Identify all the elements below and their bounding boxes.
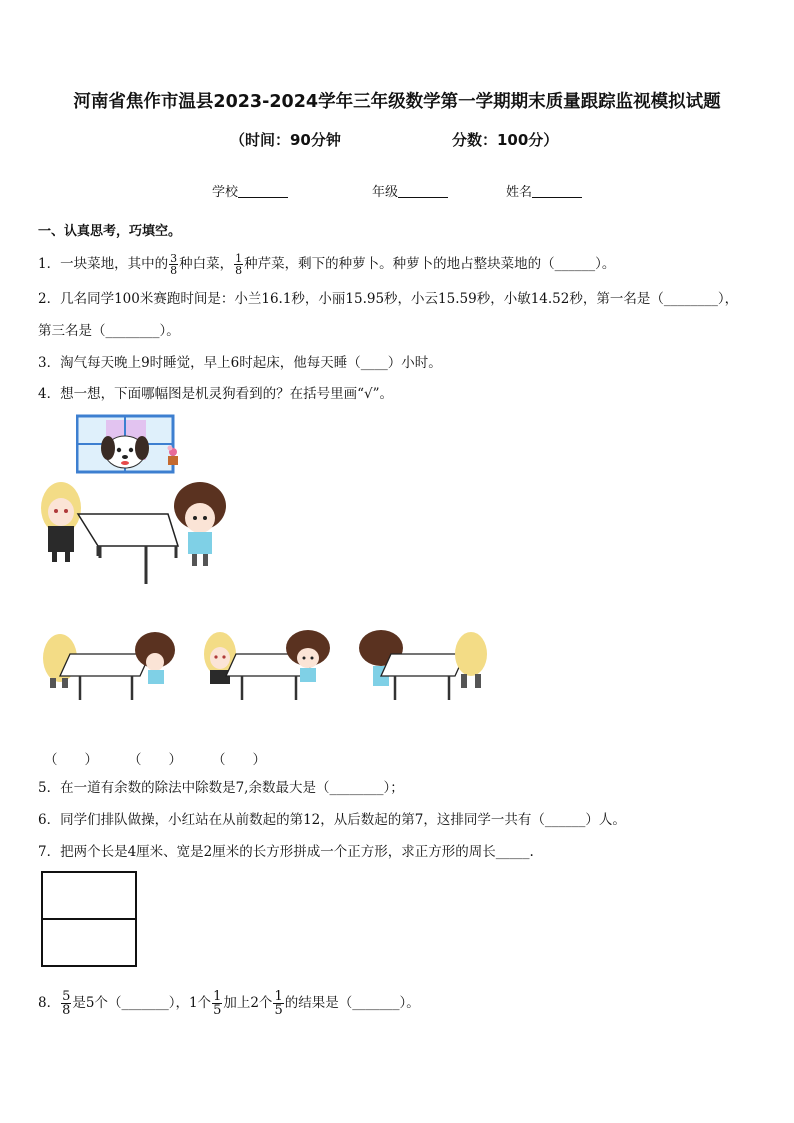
question-8 bbox=[38, 990, 420, 1017]
question-2-line-1: 2．几名同学100米赛跑时间是：小兰16.1秒，小丽15.95秒，小云15.59秒，小敏14.52秒，第一名是（________）， bbox=[38, 291, 739, 307]
question-7: 7．把两个长是4厘米、宽是2厘米的长方形拼成一个正方形，求正方形的周长_____. bbox=[38, 844, 534, 860]
exam-time: （时间：90分钟 bbox=[230, 131, 341, 149]
table-icon bbox=[60, 654, 150, 676]
name-label: 姓名 bbox=[506, 185, 533, 200]
q1-fraction-1: $\frac{3}{8}$ bbox=[170, 252, 178, 277]
option-c-answer[interactable]: （ ） bbox=[212, 752, 266, 768]
q1-text-pre: 1．一块菜地，其中的 bbox=[38, 256, 169, 272]
grade-blank[interactable] bbox=[398, 184, 448, 198]
q1-text-mid: 种白菜， bbox=[179, 256, 234, 272]
flowerpot-icon bbox=[168, 456, 178, 465]
section-heading: 一、认真思考，巧填空。 bbox=[38, 224, 182, 239]
option-b-scene bbox=[200, 628, 340, 702]
question-6: 6．同学们排队做操，小红站在从前数起的第12，从后数起的第7，这排同学一共有（______）人。 bbox=[38, 812, 626, 828]
question-3: 3．淘气每天晚上9时睡觉，早上6时起床，他每天睡（____）小时。 bbox=[38, 355, 442, 371]
school-label: 学校 bbox=[212, 185, 239, 200]
q8-text-b: 加上2个 bbox=[223, 995, 273, 1011]
question-5: 5．在一道有余数的除法中除数是7,余数最大是（________）； bbox=[38, 780, 404, 796]
option-b-answer[interactable]: （ ） bbox=[128, 752, 182, 768]
question-1 bbox=[38, 253, 615, 276]
q8-number: 8． bbox=[38, 995, 61, 1011]
table-icon bbox=[381, 654, 465, 676]
grade-field[interactable] bbox=[372, 181, 448, 200]
school-field[interactable] bbox=[212, 181, 288, 200]
q8-fraction-3: $\frac{1}{5}$ bbox=[274, 989, 283, 1018]
q1-fraction-2: $\frac{1}{8}$ bbox=[235, 252, 243, 277]
question-2-line-2: 第三名是（________）。 bbox=[38, 323, 180, 339]
dog-window-illustration bbox=[76, 414, 186, 476]
option-a-answer[interactable]: （ ） bbox=[44, 752, 98, 768]
table-icon bbox=[78, 514, 178, 546]
rectangle-bottom bbox=[42, 919, 136, 966]
main-table-scene bbox=[38, 478, 238, 588]
page-title: 河南省焦作市温县2023-2024学年三年级数学第一学期期末质量跟踪监视模拟试题 bbox=[73, 92, 721, 112]
question-4: 4．想一想，下面哪幅图是机灵狗看到的？在括号里画“√”。 bbox=[38, 386, 393, 402]
q8-fraction-2: $\frac{1}{5}$ bbox=[213, 989, 222, 1018]
grade-label: 年级 bbox=[372, 185, 399, 200]
two-rectangles-diagram bbox=[40, 870, 140, 968]
exam-score: 分数：100分） bbox=[452, 131, 559, 149]
option-a-scene bbox=[40, 630, 180, 702]
q1-text-post: 种芹菜，剩下的种萝卜。种萝卜的地占整块菜地的（______）。 bbox=[244, 256, 616, 272]
school-blank[interactable] bbox=[238, 184, 288, 198]
q8-text-a: 是5个（_______），1个 bbox=[72, 995, 212, 1011]
blonde-girl-icon bbox=[455, 632, 487, 676]
name-blank[interactable] bbox=[532, 184, 582, 198]
option-c-scene bbox=[355, 628, 495, 702]
q8-text-c: 的结果是（_______）。 bbox=[284, 995, 420, 1011]
q8-fraction-1: $\frac{5}{8}$ bbox=[62, 989, 71, 1018]
name-field[interactable] bbox=[506, 181, 582, 200]
rectangle-top bbox=[42, 872, 136, 919]
